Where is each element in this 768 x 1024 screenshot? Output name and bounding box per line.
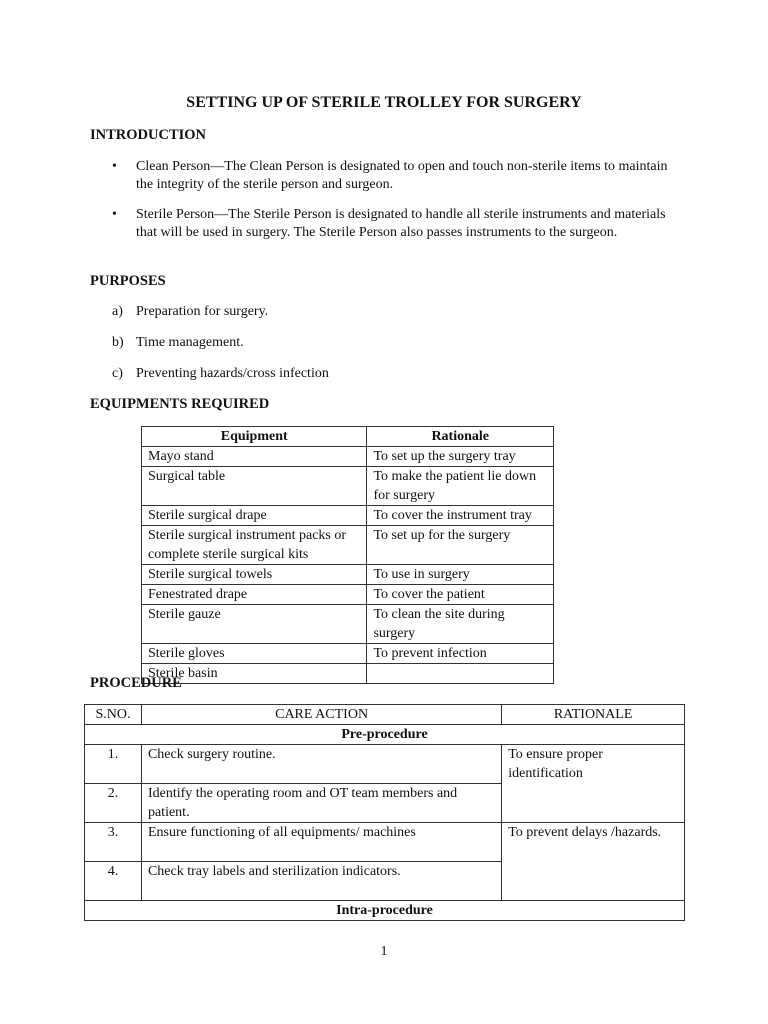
section-row-intra-procedure	[85, 901, 685, 921]
purpose-item	[112, 335, 244, 351]
page-number: 1	[380, 944, 388, 959]
table-row	[142, 506, 554, 526]
equipment-cell: Sterile basin	[142, 664, 367, 684]
step-number: 1.	[85, 745, 142, 784]
bullet-item	[112, 206, 672, 242]
table-header-row	[85, 705, 685, 725]
table-row	[142, 664, 554, 684]
table-header-row	[142, 427, 554, 447]
equipments-heading: EQUIPMENTS REQUIRED	[90, 396, 270, 412]
bullet-text: Clean Person—The Clean Person is designated to open and touch non-sterile items to maintain the integrity of the sterile person and surgeon.	[136, 159, 668, 192]
purpose-marker: b)	[112, 335, 124, 350]
rationale-cell: To cover the patient	[367, 585, 554, 605]
table-row	[142, 447, 554, 467]
rationale-cell: To prevent delays /hazards.	[502, 823, 685, 901]
table-row	[142, 605, 554, 644]
rationale-cell: To set up for the surgery	[367, 526, 554, 565]
table-row	[142, 644, 554, 664]
bullet-item	[112, 158, 672, 194]
column-header-care-action: CARE ACTION	[141, 705, 501, 725]
purpose-text: Preventing hazards/cross infection	[136, 366, 329, 381]
column-header-rationale: Rationale	[367, 427, 554, 447]
equipment-cell: Sterile gloves	[142, 644, 367, 664]
step-number: 2.	[85, 784, 142, 823]
section-label: Pre-procedure	[85, 725, 685, 745]
equipment-cell: Sterile surgical towels	[142, 565, 367, 585]
table-row	[142, 565, 554, 585]
rationale-cell: To prevent infection	[367, 644, 554, 664]
procedure-heading: PROCEDURE	[90, 675, 182, 691]
procedure-table	[84, 704, 685, 921]
bullet-text: Sterile Person—The Sterile Person is designated to handle all sterile instruments and materials that will be used in surgery. The Sterile Person also passes instruments to the surgeon.	[136, 207, 666, 240]
table-row	[85, 823, 685, 862]
care-action-cell: Check surgery routine.	[141, 745, 501, 784]
rationale-cell: To set up the surgery tray	[367, 447, 554, 467]
section-row-pre-procedure	[85, 725, 685, 745]
rationale-cell: To clean the site during surgery	[367, 605, 554, 644]
equipment-table	[141, 426, 554, 684]
table-row	[85, 745, 685, 784]
equipment-cell: Sterile surgical instrument packs or complete sterile surgical kits	[142, 526, 367, 565]
step-number: 3.	[85, 823, 142, 862]
page-title: SETTING UP OF STERILE TROLLEY FOR SURGERY	[186, 94, 582, 111]
table-row	[142, 526, 554, 565]
step-number: 4.	[85, 862, 142, 901]
bullet-marker: •	[112, 159, 117, 174]
equipment-cell: Surgical table	[142, 467, 367, 506]
introduction-heading: INTRODUCTION	[90, 127, 207, 143]
table-row	[142, 585, 554, 605]
rationale-cell: To ensure proper identification	[502, 745, 685, 823]
purposes-heading: PURPOSES	[90, 273, 166, 289]
rationale-cell: To use in surgery	[367, 565, 554, 585]
purpose-marker: a)	[112, 304, 123, 319]
rationale-cell: To cover the instrument tray	[367, 506, 554, 526]
column-header-rationale: RATIONALE	[502, 705, 685, 725]
purpose-item	[112, 304, 268, 320]
purpose-marker: c)	[112, 366, 123, 381]
bullet-marker: •	[112, 207, 117, 222]
equipment-cell: Fenestrated drape	[142, 585, 367, 605]
table-row	[142, 467, 554, 506]
care-action-cell: Ensure functioning of all equipments/ machines	[141, 823, 501, 862]
column-header-sno: S.NO.	[85, 705, 142, 725]
equipment-cell: Sterile surgical drape	[142, 506, 367, 526]
equipment-cell: Mayo stand	[142, 447, 367, 467]
care-action-cell: Identify the operating room and OT team members and patient.	[141, 784, 501, 823]
rationale-cell: To make the patient lie down for surgery	[367, 467, 554, 506]
rationale-cell	[367, 664, 554, 684]
column-header-equipment: Equipment	[142, 427, 367, 447]
purpose-item	[112, 366, 329, 382]
care-action-cell: Check tray labels and sterilization indicators.	[141, 862, 501, 901]
purpose-text: Time management.	[136, 335, 244, 350]
equipment-cell: Sterile gauze	[142, 605, 367, 644]
section-label: Intra-procedure	[85, 901, 685, 921]
purpose-text: Preparation for surgery.	[136, 304, 269, 319]
